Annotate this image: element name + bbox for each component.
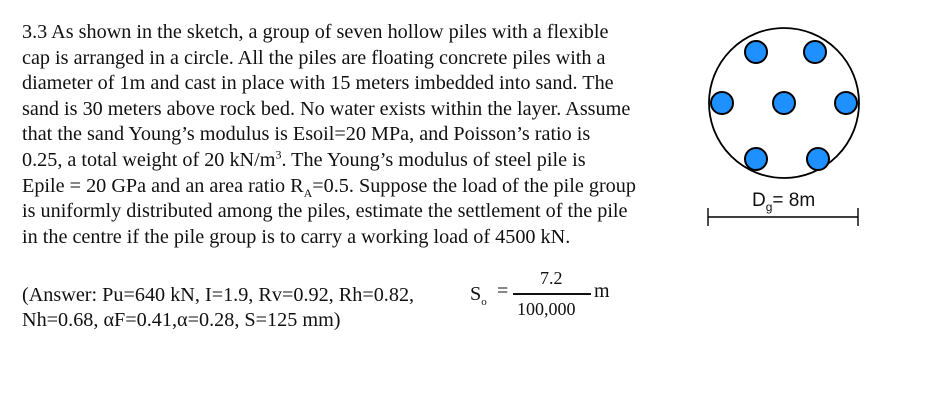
problem-text: Epile = 20 GPa and an area ratio R: [22, 174, 304, 197]
problem-text: . The Young’s modulus of steel pile is: [281, 148, 586, 171]
problem-line: that the sand Young’s modulus is Esoil=20 MPa, and Poisson’s ratio is: [22, 123, 591, 146]
problem-line: diameter of 1m and cast in place with 15 meters imbedded into sand. The: [22, 72, 614, 95]
unit-label: m: [594, 280, 610, 302]
label-text: D: [752, 190, 766, 211]
settlement-symbol: [470, 283, 487, 308]
pile: [804, 41, 826, 63]
problem-line: is uniformly distributed among the piles, estimate the settlement of the pile: [22, 200, 628, 223]
problem-line: [22, 148, 692, 174]
problem-text: 0.25, a total weight of 20 kN/m: [22, 148, 276, 171]
problem-line: [22, 174, 692, 200]
fraction-numerator: 7.2: [540, 268, 563, 288]
problem-text: =0.5. Suppose the load of the pile group: [312, 174, 636, 197]
pile: [773, 92, 795, 114]
equals-sign: =: [497, 280, 509, 302]
fraction-denominator: 100,000: [517, 299, 576, 319]
problem-line: sand is 30 meters above rock bed. No water exists within the layer. Assume: [22, 97, 631, 120]
problem-line: cap is arranged in a circle. All the piles are floating concrete piles with a: [22, 46, 606, 69]
pile: [745, 41, 767, 63]
pile: [745, 148, 767, 170]
answer-line: Nh=0.68, αF=0.41,α=0.28, S=125 mm): [22, 309, 341, 331]
pile: [711, 92, 733, 114]
label-text: = 8m: [772, 190, 816, 211]
answer-line: (Answer: Pu=640 kN, I=1.9, Rv=0.92, Rh=0.82,: [22, 284, 415, 306]
fraction-bar: [513, 293, 591, 295]
problem-statement: [22, 20, 692, 250]
problem-line: 3.3 As shown in the sketch, a group of seven hollow piles with a flexible: [22, 21, 609, 43]
symbol-subscript: o: [481, 296, 487, 309]
subscript: A: [303, 185, 313, 200]
symbol-text: S: [470, 283, 482, 305]
pile: [835, 92, 857, 114]
diameter-label: [752, 190, 815, 214]
problem-line: in the centre if the pile group is to carry a working load of 4500 kN.: [22, 225, 571, 248]
superscript: 3: [275, 147, 282, 162]
pile: [807, 148, 829, 170]
label-subscript: g: [765, 199, 773, 214]
